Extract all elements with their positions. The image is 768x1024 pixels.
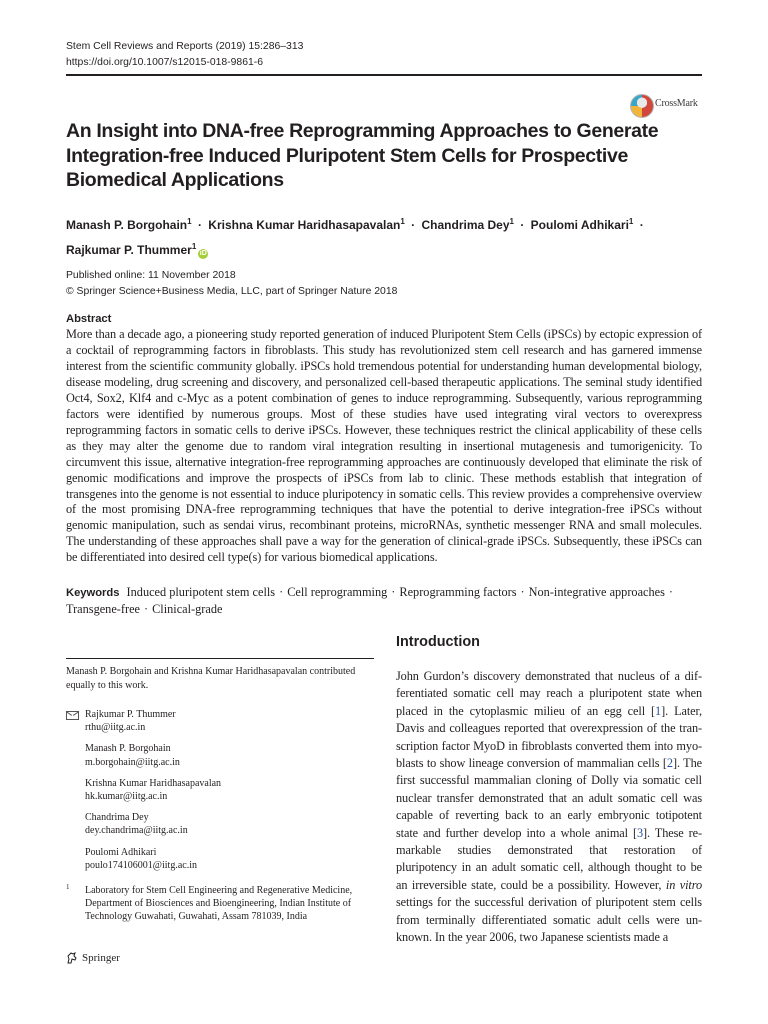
contact-entry <box>66 742 366 768</box>
introduction-line: settings for the successful derivation of pluripotent stem cells <box>396 895 702 910</box>
keyword-separator: · <box>520 585 525 599</box>
keyword: Cell reprogramming <box>287 585 388 599</box>
contact-email[interactable]: poulo174106001@iitg.ac.in <box>85 859 197 871</box>
keyword-separator: · <box>391 585 396 599</box>
keyword-separator: · <box>143 602 149 617</box>
crossmark-badge[interactable] <box>630 92 704 122</box>
doi-link[interactable]: https://doi.org/10.1007/s12015-018-9861-6 <box>66 56 263 68</box>
crossmark-label: CrossMark <box>655 98 698 109</box>
publication-info <box>66 268 397 299</box>
keyword: Reprogramming factors <box>399 585 517 599</box>
abstract-body: More than a decade ago, a pioneering study reported generation of induced Pluripotent Stem Cells (iPSCs) by ectopic expression of a cocktail of reprogramming factors in fibroblasts. This study has revolutionized stem cell research and has garnered immense interest from the scientific community globally. iPSCs hold tremendous potential for understanding human developmental biology, disease modeling, drug screening and discovery, and personalized cell-based therapeutic applications. The seminal study identified Oct4, Sox2, Klf4 and c-Myc as a potent combination of genes to induce reprogramming. Subsequently, various reprogramming factors were identified by numerous groups. Most of these studies have used integrating viral vectors to overexpress reprogramming factors in somatic cells to derive iPSCs. However, these techniques restrict the clinical applicability of these cells as they may alter the genome due to random viral integration resulting in insertional mutagenesis and tumorigenicity. To circumvent this issue, alternative integration-free reprogramming approaches are continuously developed that eliminate the risk of genomic modifications and improve the prospects of iPSCs from lab to clinic. These methods establish that integration of transgenes into the genome is not essential to induce pluripotency in somatic cells. This review provides a comprehensive overview of the most promising DNA-free reprogramming techniques that have the potential to derive integration-free iPSCs without genomic manipulation, such as sendai virus, recombinant proteins, microRNAs, synthetic messenger RNA and small molecules. The understanding of these approaches shall pave a way for the generation of clinical-grade iPSCs. Subsequently, these iPSCs can be differentiated into desired cell type(s) for various biomedical applications. <box>66 327 702 565</box>
orcid-icon[interactable]: iD <box>199 250 207 257</box>
journal-citation: Stem Cell Reviews and Reports (2019) 15:286–313 <box>66 41 304 52</box>
author-separator: · <box>520 218 525 232</box>
author-affiliation-mark: 1 <box>400 217 405 226</box>
author-name[interactable]: Rajkumar P. Thummer <box>66 243 192 257</box>
abstract-heading: Abstract <box>66 313 112 325</box>
affiliation-note <box>66 884 376 924</box>
introduction-line: first successful mammalian cloning of Dolly via somatic cell <box>396 773 702 788</box>
introduction-line: placed in the cytoplasmic milieu of an egg cell [1]. Later, <box>396 703 702 718</box>
introduction-heading: Introduction <box>396 634 480 650</box>
contact-list <box>66 708 366 880</box>
introduction-line: state and further develop into a whole animal [3]. These re- <box>396 825 703 840</box>
contact-name: Chandrima Dey <box>85 812 149 824</box>
introduction-line: John Gurdon’s discovery demonstrated that nucleus of a dif- <box>396 669 702 683</box>
author-name[interactable]: Krishna Kumar Haridhasapavalan <box>208 218 401 232</box>
contact-entry <box>66 811 366 837</box>
contact-name: Manash P. Borgohain <box>85 743 171 755</box>
publisher-footer <box>66 952 120 964</box>
contact-entry <box>66 777 366 803</box>
introduction-body <box>396 668 702 947</box>
introduction-line: pluripotency in an adult somatic cell, although thought to be <box>396 860 702 875</box>
copyright-line: © Springer Science+Business Media, LLC, part of Springer Nature 2018 <box>66 285 398 297</box>
keyword: Clinical-grade <box>152 602 223 617</box>
introduction-line: capable of reverting back to an early embryonic totipotent <box>396 808 702 823</box>
italic-term: in vitro <box>665 877 702 892</box>
introduction-line: an irreversible state, could be a possibility. However, in vitro <box>396 877 702 892</box>
introduction-line: nuclear transfer demonstrated that an adult somatic cell was <box>396 790 702 805</box>
keyword: Induced pluripotent stem cells <box>126 585 276 599</box>
introduction-line: from terminally differentiated somatic adult cells were un- <box>396 912 702 927</box>
author-affiliation-mark: 1 <box>187 217 192 226</box>
publisher-name: Springer <box>82 952 120 964</box>
citation-link[interactable]: 3 <box>636 825 644 840</box>
contact-email[interactable]: dey.chandrima@iitg.ac.in <box>85 825 188 837</box>
affiliation-text: Laboratory for Stem Cell Engineering and Regenerative Medicine, Department of Biosciences and Bioengineering, Indian Institute of Technology Guwahati, Guwahati, Assam 781039, India <box>85 885 353 923</box>
keyword: Non-integrative approaches <box>528 585 665 599</box>
introduction-line: scription factor MyoD in fibroblasts converted them into myo- <box>396 738 702 753</box>
author-separator: · <box>411 218 416 232</box>
contact-entry <box>66 846 366 872</box>
footnote-rule <box>66 658 374 659</box>
contact-name: Poulomi Adhikari <box>85 846 157 858</box>
contact-name: Krishna Kumar Haridhasapavalan <box>85 777 222 789</box>
article-title <box>66 119 659 193</box>
author-list <box>66 211 686 261</box>
author-separator: · <box>197 218 202 232</box>
contact-email[interactable]: rthu@iitg.ac.in <box>85 722 146 734</box>
introduction-line: markable studies demonstrated that restoration of <box>396 843 702 858</box>
keyword-separator: · <box>668 585 673 599</box>
title-line: An Insight into DNA-free Reprogramming Approaches to Generate <box>66 120 659 142</box>
contact-email[interactable]: m.borgohain@iitg.ac.in <box>85 756 180 768</box>
published-date: Published online: 11 November 2018 <box>66 270 236 281</box>
keywords-label: Keywords <box>66 587 120 599</box>
introduction-line: ferentiated somatic cell may reach a pluripotent state when <box>396 686 702 701</box>
introduction-line: Davis and colleagues reported that overexpression of the tran- <box>396 721 702 736</box>
author-affiliation-mark: 1 <box>628 217 634 226</box>
contact-entry <box>66 708 366 734</box>
affiliation-number: 1 <box>66 883 70 891</box>
contact-email[interactable]: hk.kumar@iitg.ac.in <box>85 791 168 803</box>
equal-contribution-note: Manash P. Borgohain and Krishna Kumar Haridhasapavalan contributed equally to this work. <box>66 666 356 691</box>
author-separator: · <box>639 218 644 232</box>
author-affiliation-mark: 1 <box>509 217 514 226</box>
journal-header <box>66 39 303 70</box>
author-name[interactable]: Chandrima Dey <box>421 218 510 232</box>
header-rule <box>66 74 702 76</box>
author-name[interactable]: Poulomi Adhikari <box>530 218 629 232</box>
author-affiliation-mark: 1 <box>191 242 197 251</box>
contact-name: Rajkumar P. Thummer <box>85 709 176 720</box>
citation-link[interactable]: 2 <box>666 756 673 771</box>
author-name[interactable]: Manash P. Borgohain <box>66 218 188 232</box>
citation-link[interactable]: 1 <box>655 703 662 718</box>
title-line: Biomedical Applications <box>66 169 284 191</box>
introduction-line: blasts to show lineage conversion of mammalian cells [2]. The <box>396 756 702 771</box>
title-line: Integration-free Induced Pluripotent Stem Cells for Prospective <box>66 144 628 167</box>
keywords-block <box>66 584 716 617</box>
keyword-separator: · <box>279 585 284 599</box>
envelope-icon <box>66 711 79 720</box>
keyword: Transgene-free <box>66 602 140 617</box>
introduction-line: known. In the year 2006, two Japanese scientists made a <box>396 930 669 945</box>
crossmark-icon <box>630 94 654 118</box>
springer-horse-icon <box>66 952 78 964</box>
